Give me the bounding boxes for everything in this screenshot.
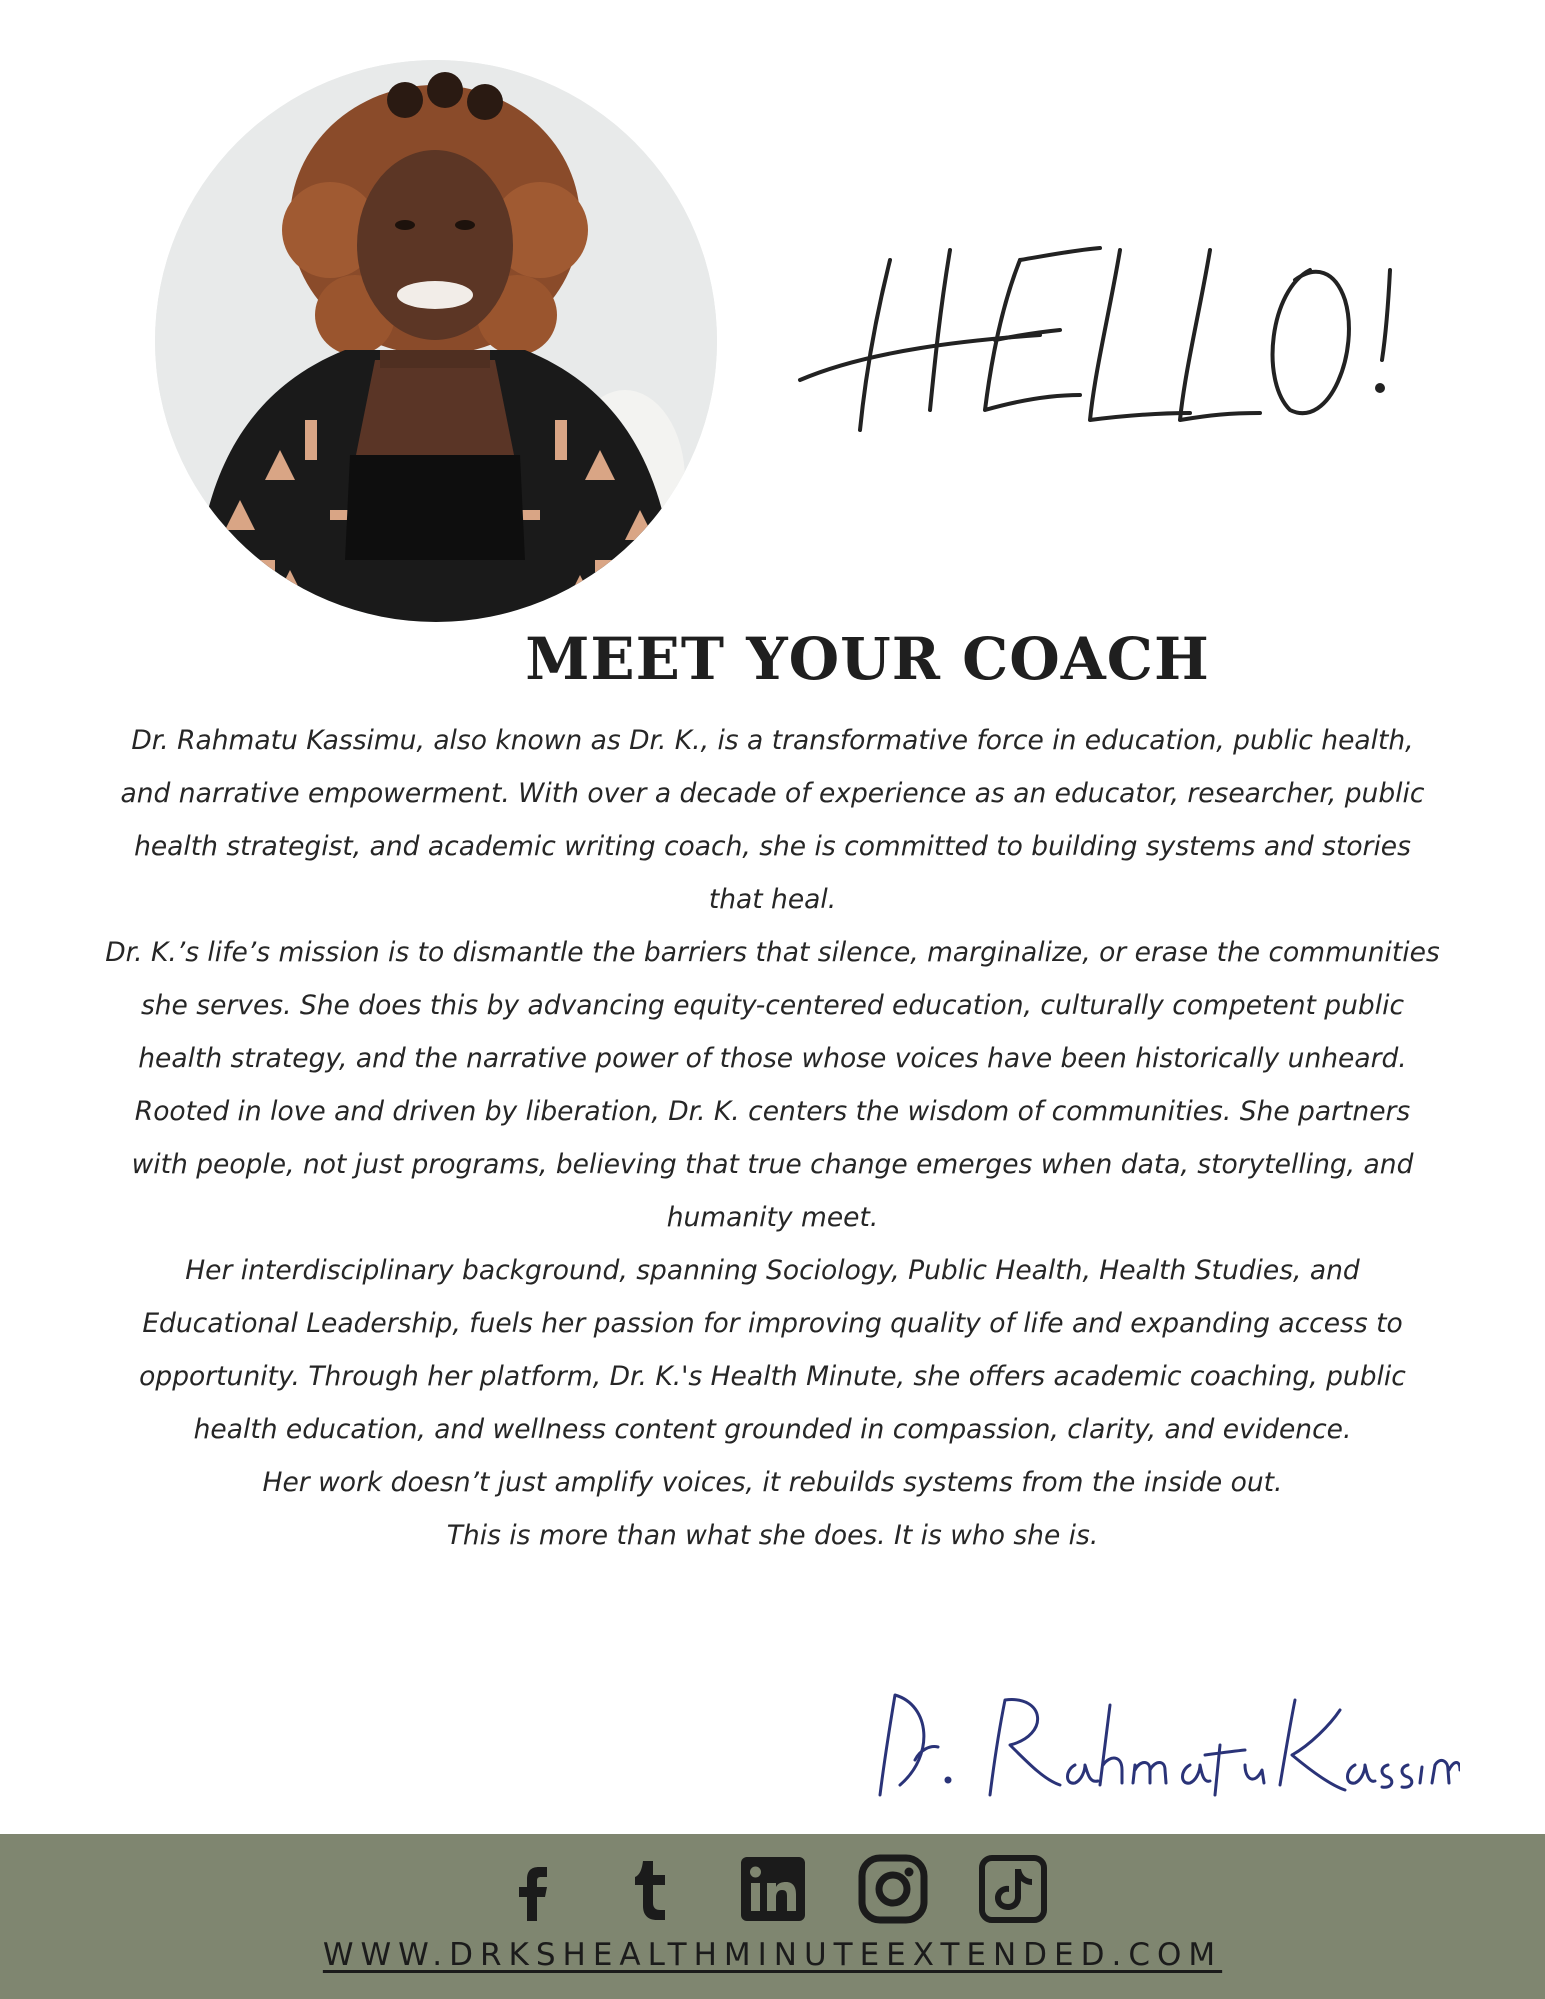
website-link[interactable]: WWW.DRKSHEALTHMINUTEEXTENDED.COM bbox=[322, 1937, 1223, 1973]
hello-script-graphic bbox=[790, 230, 1410, 470]
coach-bio bbox=[105, 714, 1440, 1562]
tiktok-icon[interactable] bbox=[977, 1853, 1049, 1925]
linkedin-icon[interactable] bbox=[737, 1853, 809, 1925]
coach-portrait bbox=[155, 60, 717, 622]
facebook-icon[interactable] bbox=[497, 1853, 569, 1925]
tumblr-icon[interactable] bbox=[617, 1853, 689, 1925]
hello-greeting bbox=[790, 230, 1410, 470]
footer bbox=[0, 1834, 1545, 1999]
instagram-icon[interactable] bbox=[857, 1853, 929, 1925]
bio-paragraph-4: Her interdisciplinary background, spanning Sociology, Public Health, Health Studies, and Educational Leadership, fuels her passion for improving quality of life and expanding access to opportunity. Through her platform, Dr. K.'s Health Minute, she offers academic coaching, public health education, and wellness content grounded in compassion, clarity, and evidence. bbox=[139, 1255, 1406, 1445]
bio-paragraph-2: Dr. K.’s life’s mission is to dismantle the barriers that silence, marginalize, or erase the communities she serves. She does this by advancing equity-centered education, culturally competent public health strategy, and the narrative power of those whose voices have been historically unheard. bbox=[105, 937, 1440, 1074]
signature-graphic bbox=[860, 1685, 1460, 1815]
social-links bbox=[0, 1848, 1545, 1930]
signature bbox=[860, 1685, 1460, 1815]
bio-paragraph-1: Dr. Rahmatu Kassimu, also known as Dr. K., is a transformative force in education, public health, and narrative empowerment. With over a decade of experience as an educator, researcher, public health strategist, and academic writing coach, she is committed to building systems and stories that heal. bbox=[120, 725, 1425, 915]
bio-paragraph-3: Rooted in love and driven by liberation, Dr. K. centers the wisdom of communities. She partners with people, not just programs, believing that true change emerges when data, storytelling, and humanity meet. bbox=[131, 1096, 1414, 1233]
bio-paragraph-6: This is more than what she does. It is who she is. bbox=[446, 1520, 1099, 1551]
coach-portrait-illustration bbox=[155, 60, 717, 622]
page-title: MEET YOUR COACH bbox=[525, 625, 1210, 693]
bio-paragraph-5: Her work doesn’t just amplify voices, it rebuilds systems from the inside out. bbox=[262, 1467, 1283, 1498]
